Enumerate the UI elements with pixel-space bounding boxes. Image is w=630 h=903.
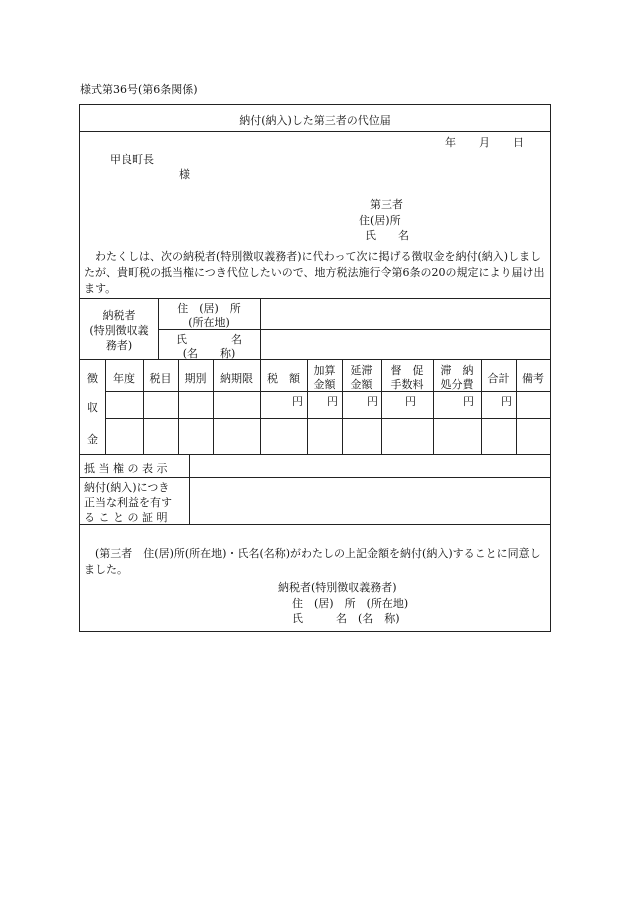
header-delinquency-1: 延滞 xyxy=(350,364,373,377)
yen-unit: 円 xyxy=(463,395,474,408)
proof-label-2: 正当な利益を有す xyxy=(84,496,172,509)
form-number: 様式第36号(第6条関係) xyxy=(80,83,198,96)
consent-text: (第三者 住(居)所(所在地)・氏名(名称)がわたしの上記金額を納付(納入)することに同意しました。 xyxy=(84,547,541,576)
header-tax-item: 税目 xyxy=(149,372,172,385)
taxpayer-address-label: 住 (居) 所 xyxy=(177,302,241,315)
proof-top-border xyxy=(80,477,550,478)
header-period: 期別 xyxy=(184,372,207,385)
header-total: 合計 xyxy=(487,372,510,385)
yen-unit: 円 xyxy=(292,395,303,408)
taxpayer-address-sublabel: (所在地) xyxy=(188,316,230,329)
taxpayer-label-2: (特別徴収義 xyxy=(89,324,149,337)
taxpayer-label-1: 納税者 xyxy=(102,309,136,322)
header-reminder-1: 督 促 xyxy=(390,364,424,377)
header-tax-amount: 税 額 xyxy=(267,372,300,385)
yen-unit: 円 xyxy=(367,395,378,408)
taxpayer-name-label: 氏 名 xyxy=(176,333,242,346)
header-year: 年度 xyxy=(113,372,135,385)
applicant-name-label: 氏 名 xyxy=(365,229,409,242)
yen-unit: 円 xyxy=(501,395,512,408)
taxpayer-label-3: 務者) xyxy=(105,339,133,352)
header-deadline: 納期限 xyxy=(220,372,253,385)
header-remarks: 備考 xyxy=(522,372,544,385)
header-reminder-2: 手数料 xyxy=(390,378,424,391)
taxpayer-name-sublabel: (名 称) xyxy=(182,347,236,360)
header-delinquency-2: 金額 xyxy=(350,378,373,391)
consent-top-border xyxy=(80,524,550,525)
header-surcharge-1: 加算 xyxy=(313,364,336,377)
consent-heading: 納税者(特別徴収義務者) xyxy=(278,581,397,594)
body-text: わたくしは、次の納税者(特別徴収義務者)に代わって次に掲げる徴収金を納付(納入)しましたが、貴町税の抵当権につき代位したいので、地方税法施行令第6条の20の規定により届け出ます。 xyxy=(84,250,545,295)
collection-side-label-2: 収 xyxy=(87,401,98,414)
mortgage-top-border xyxy=(80,454,550,455)
yen-unit: 円 xyxy=(405,395,416,408)
proof-label-1: 納付(納入)につき xyxy=(84,481,170,494)
applicant-heading: 第三者 xyxy=(370,198,403,211)
date-day: 日 xyxy=(513,136,524,149)
collection-row-border xyxy=(105,418,550,419)
title-divider xyxy=(80,131,550,132)
header-surcharge-2: 金額 xyxy=(313,378,336,391)
mortgage-label-divider xyxy=(189,454,190,524)
addressee-honorific: 様 xyxy=(179,168,190,181)
consent-name-label: 氏 名 (名 称) xyxy=(292,612,400,625)
date-year: 年 xyxy=(445,136,456,149)
consent-address-label: 住 (居) 所 (所在地) xyxy=(292,597,409,610)
collection-side-label-3: 金 xyxy=(87,433,98,446)
date-month: 月 xyxy=(479,136,490,149)
header-disposition-2: 処分費 xyxy=(440,378,474,391)
mortgage-display-label: 抵 当 権 の 表 示 xyxy=(84,462,168,475)
form-title: 納付(納入)した第三者の代位届 xyxy=(239,114,391,127)
collection-side-label-1: 徴 xyxy=(87,372,98,385)
header-disposition-1: 滞 納 xyxy=(440,364,474,377)
form-frame xyxy=(79,104,551,632)
proof-label-3: る こ と の 証 明 xyxy=(84,511,168,524)
applicant-address-label: 住(居)所 xyxy=(359,214,401,227)
taxpayer-top-border xyxy=(80,298,550,299)
collection-top-border xyxy=(80,359,550,360)
yen-unit: 円 xyxy=(327,395,338,408)
addressee-town: 甲良町長 xyxy=(110,153,154,166)
